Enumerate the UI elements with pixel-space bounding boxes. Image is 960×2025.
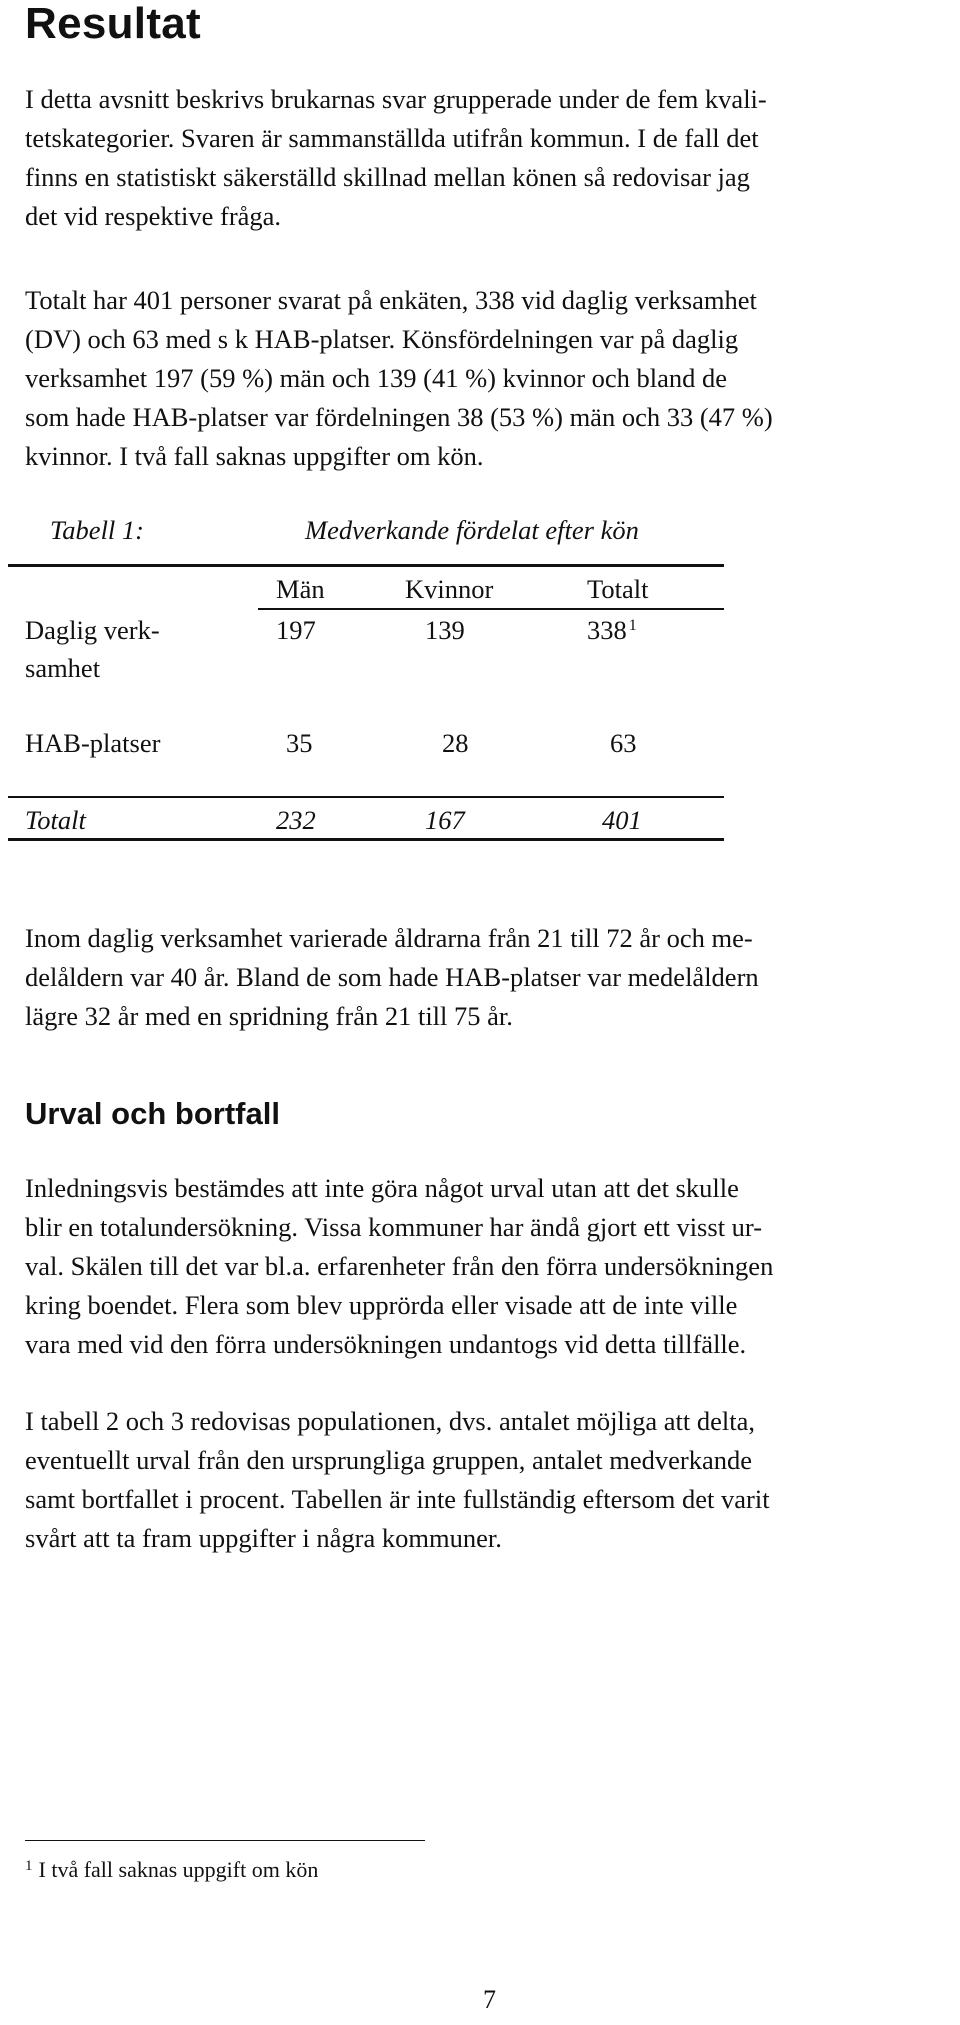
table-cell: 63 [610, 728, 637, 758]
text-line: finns en statistiskt säkerställd skillnad mellan könen så redovisar jag [25, 162, 750, 192]
table-cell: 167 [425, 805, 465, 835]
section-paragraph-2 [25, 1402, 955, 1558]
text-line: vara med vid den förra undersökningen undantogs vid detta tillfälle. [25, 1329, 747, 1359]
table-cell: 28 [442, 728, 469, 758]
text-line: lägre 32 år med en spridning från 21 till 75 år. [25, 1001, 513, 1031]
text-line: Totalt har 401 personer svarat på enkäten, 338 vid daglig verksamhet [25, 285, 757, 315]
text-line: svårt att ta fram uppgifter i några kommuner. [25, 1523, 502, 1553]
row-label: samhet [25, 653, 101, 683]
text-line: verksamhet 197 (59 %) män och 139 (41 %) kvinnor och bland de [25, 363, 728, 393]
text-line: tetskategorier. Svaren är sammanställda utifrån kommun. I de fall det [25, 123, 759, 153]
totals-rule [8, 796, 724, 798]
footnote-text: I två fall saknas uppgift om kön [38, 1857, 319, 1882]
text-line: eventuellt urval från den ursprungliga gruppen, antalet medverkande [25, 1445, 753, 1475]
table-cell: 35 [286, 728, 313, 758]
intro-paragraph-2 [25, 281, 955, 476]
text-line: I tabell 2 och 3 redovisas populationen, dvs. antalet möjliga att delta, [25, 1406, 756, 1436]
table-title: Medverkande fördelat efter kön [305, 515, 639, 545]
footnote-mark: 1 [25, 1858, 33, 1874]
footnote-mark: 1 [628, 617, 637, 634]
text-line: Inom daglig verksamhet varierade åldrarna från 21 till 72 år och me- [25, 923, 753, 953]
text-line: samt bortfallet i procent. Tabellen är inte fullständig eftersom det varit [25, 1484, 770, 1514]
header-rule [258, 608, 724, 610]
row-label: Totalt [25, 805, 86, 835]
text-line: I detta avsnitt beskrivs brukarnas svar grupperade under de fem kvali- [25, 84, 767, 114]
table-cell: 232 [276, 805, 316, 835]
footnote-rule [25, 1840, 425, 1841]
section-heading: Urval och bortfall [25, 1096, 280, 1131]
column-header-totalt: Totalt [587, 574, 649, 604]
table-cell: 197 [276, 615, 316, 645]
text-line: kring boendet. Flera som blev upprörda eller visade att de inte ville [25, 1290, 738, 1320]
table-cell: 139 [425, 615, 465, 645]
intro-paragraph-1 [25, 80, 955, 236]
text-line: (DV) och 63 med s k HAB-platser. Könsfördelningen var på daglig [25, 324, 739, 354]
text-line: Inledningsvis bestämdes att inte göra något urval utan att det skulle [25, 1173, 739, 1203]
section-paragraph-1 [25, 1169, 955, 1364]
table-bottom-rule [8, 838, 724, 841]
text-line: som hade HAB-platser var fördelningen 38 (53 %) män och 33 (47 %) [25, 402, 773, 432]
text-line: delåldern var 40 år. Bland de som hade HAB-platser var medelåldern [25, 962, 759, 992]
page-heading: Resultat [25, 0, 201, 48]
table-cell: 338 $^1$ [587, 615, 637, 645]
text-line: blir en totalundersökning. Vissa kommuner har ändå gjort ett visst ur- [25, 1212, 763, 1242]
table-label: Tabell 1: [50, 515, 144, 545]
text-line: val. Skälen till det var bl.a. erfarenheter från den förra undersökningen [25, 1251, 774, 1281]
footnote [25, 1855, 318, 1885]
table-top-rule [8, 564, 724, 567]
text-line: det vid respektive fråga. [25, 201, 282, 231]
text-line: kvinnor. I två fall saknas uppgifter om kön. [25, 441, 484, 471]
column-header-man: Män [276, 574, 325, 604]
age-paragraph [25, 919, 955, 1036]
table-cell: 401 [602, 805, 642, 835]
row-label: HAB-platser [25, 728, 161, 758]
page-number: 7 [483, 1985, 496, 2014]
column-header-kvinnor: Kvinnor [405, 574, 494, 604]
row-label: Daglig verk- [25, 615, 160, 645]
